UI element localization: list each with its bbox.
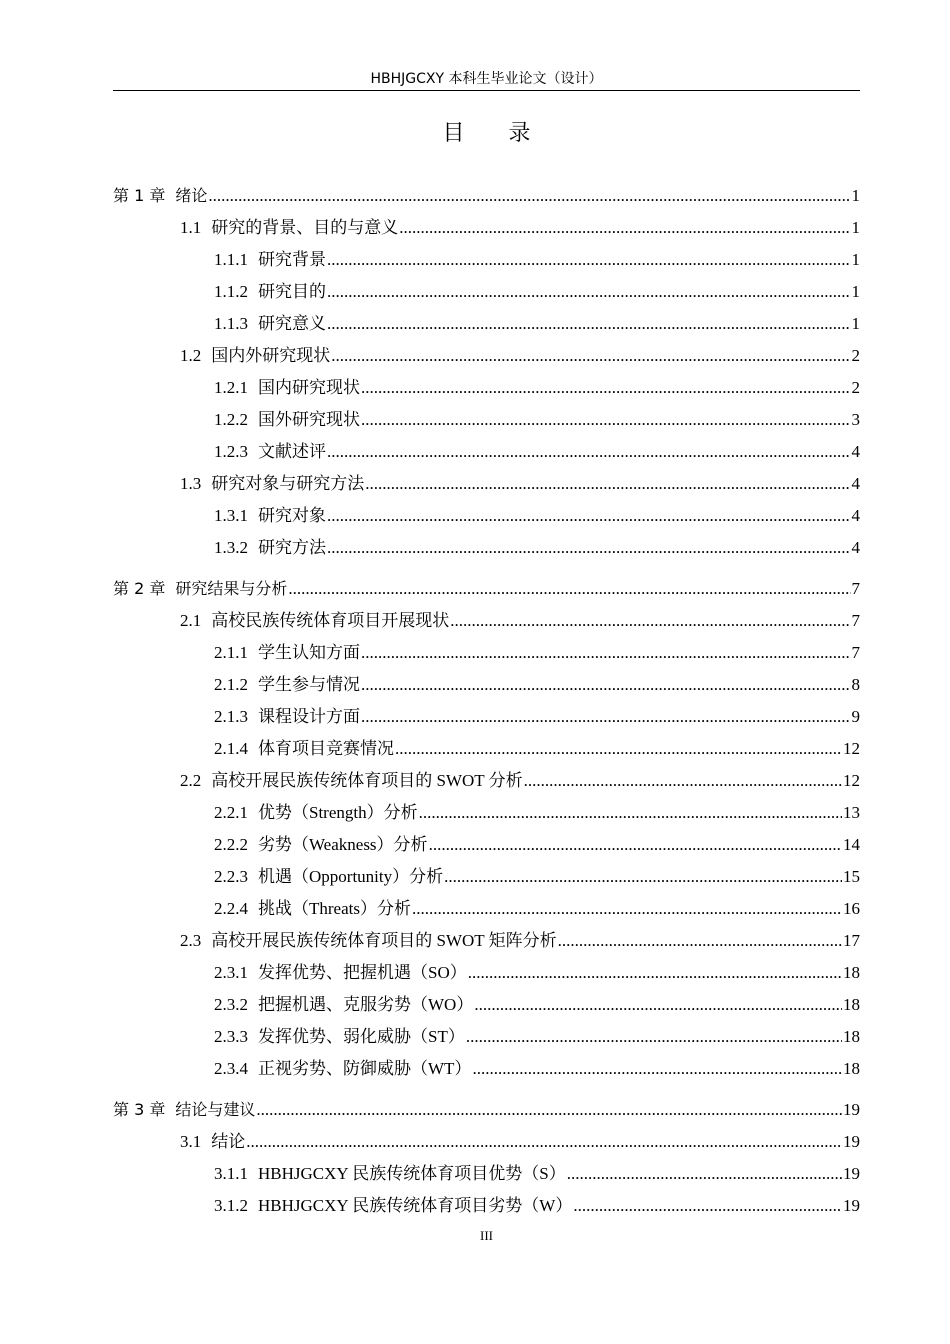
toc-entry-level-3[interactable] bbox=[113, 436, 860, 468]
toc-entry-title: 国外研究现状 bbox=[258, 410, 360, 429]
toc-entry-page: 15 bbox=[843, 867, 860, 886]
toc-entry-title: 高校开展民族传统体育项目的 SWOT 分析 bbox=[211, 771, 523, 790]
toc-entry-level-3[interactable] bbox=[113, 733, 860, 765]
toc-entry-page: 4 bbox=[851, 442, 860, 461]
toc-entry-title: 体育项目竞赛情况 bbox=[258, 739, 394, 758]
toc-entry-page: 19 bbox=[843, 1100, 860, 1119]
toc-entry-page: 18 bbox=[843, 1027, 860, 1046]
toc-entry-level-3[interactable] bbox=[113, 308, 860, 340]
toc-entry-page: 17 bbox=[843, 931, 860, 950]
toc-entry-level-2[interactable] bbox=[113, 212, 860, 244]
toc-entry-page: 9 bbox=[851, 707, 860, 726]
toc-entry-number: 2.2 bbox=[180, 771, 202, 790]
toc-entry-level-3[interactable] bbox=[113, 372, 860, 404]
dot-leader bbox=[327, 276, 851, 308]
toc-entry-page: 3 bbox=[851, 410, 860, 429]
toc-entry-level-3[interactable] bbox=[113, 1158, 860, 1190]
toc-entry-level-1[interactable] bbox=[113, 573, 860, 605]
toc-entry-number: 1.2 bbox=[180, 346, 202, 365]
toc-entry-level-3[interactable] bbox=[113, 500, 860, 532]
toc-entry-level-3[interactable] bbox=[113, 1021, 860, 1053]
dot-leader bbox=[524, 765, 842, 797]
toc-entry-page: 19 bbox=[843, 1132, 860, 1151]
toc-entry-page: 19 bbox=[843, 1196, 860, 1215]
dot-leader bbox=[573, 1190, 842, 1222]
toc-entry-number: 1.1.3 bbox=[214, 314, 248, 333]
dot-leader bbox=[361, 372, 851, 404]
toc-entry-title: 研究方法 bbox=[258, 538, 326, 557]
toc-entry-title: 研究目的 bbox=[258, 282, 326, 301]
toc-entry-page: 2 bbox=[851, 346, 860, 365]
toc-entry-level-3[interactable] bbox=[113, 861, 860, 893]
toc-entry-page: 4 bbox=[851, 506, 860, 525]
toc-entry-level-3[interactable] bbox=[113, 669, 860, 701]
toc-entry-number: 2.2.2 bbox=[214, 835, 248, 854]
toc-entry-level-2[interactable] bbox=[113, 1126, 860, 1158]
toc-entry-title: 学生参与情况 bbox=[258, 675, 360, 694]
toc-entry-number: 2.3.3 bbox=[214, 1027, 248, 1046]
toc-entry-number: 1.2.2 bbox=[214, 410, 248, 429]
toc-entry-title: 文献述评 bbox=[258, 442, 326, 461]
toc-entry-number: 2.1.2 bbox=[214, 675, 248, 694]
toc-entry-title: 国内研究现状 bbox=[258, 378, 360, 397]
toc-entry-level-3[interactable] bbox=[113, 893, 860, 925]
toc-entry-number: 2.2.3 bbox=[214, 867, 248, 886]
toc-entry-page: 1 bbox=[851, 314, 860, 333]
dot-leader bbox=[412, 893, 842, 925]
toc-entry-level-2[interactable] bbox=[113, 765, 860, 797]
toc-entry-number: 3.1.2 bbox=[214, 1196, 248, 1215]
toc-entry-page: 16 bbox=[843, 899, 860, 918]
toc-entry-level-2[interactable] bbox=[113, 925, 860, 957]
toc-entry-title: 研究对象与研究方法 bbox=[211, 474, 365, 493]
toc-entry-number: 1.3.2 bbox=[214, 538, 248, 557]
toc-entry-number: 2.3.1 bbox=[214, 963, 248, 982]
toc-entry-level-3[interactable] bbox=[113, 532, 860, 564]
toc-entry-number: 2.1 bbox=[180, 611, 202, 630]
toc-entry-page: 4 bbox=[851, 538, 860, 557]
table-of-contents bbox=[113, 180, 860, 1222]
toc-entry-level-3[interactable] bbox=[113, 829, 860, 861]
toc-entry-level-3[interactable] bbox=[113, 276, 860, 308]
page-number: III bbox=[480, 1228, 493, 1243]
toc-entry-title: 国内外研究现状 bbox=[211, 346, 331, 365]
toc-entry-page: 7 bbox=[851, 611, 860, 630]
dot-leader bbox=[361, 701, 851, 733]
toc-entry-page: 18 bbox=[843, 995, 860, 1014]
toc-entry-page: 18 bbox=[843, 963, 860, 982]
toc-entry-number: 2.1.1 bbox=[214, 643, 248, 662]
toc-entry-title: 高校民族传统体育项目开展现状 bbox=[211, 611, 450, 630]
page-title: 目录 bbox=[442, 121, 575, 146]
dot-leader bbox=[327, 244, 851, 276]
toc-entry-page: 7 bbox=[851, 643, 860, 662]
toc-entry-title: 结论与建议 bbox=[175, 1100, 256, 1119]
toc-entry-number: 2.2.4 bbox=[214, 899, 248, 918]
dot-leader bbox=[256, 1094, 842, 1126]
toc-entry-number: 1.3 bbox=[180, 474, 202, 493]
dot-leader bbox=[361, 404, 851, 436]
toc-entry-number: 2.1.4 bbox=[214, 739, 248, 758]
toc-entry-title: 高校开展民族传统体育项目的 SWOT 矩阵分析 bbox=[211, 931, 557, 950]
toc-entry-number: 1.1.1 bbox=[214, 250, 248, 269]
toc-entry-title: 机遇（Opportunity）分析 bbox=[258, 867, 444, 886]
toc-entry-page: 1 bbox=[851, 282, 860, 301]
toc-entry-title: 优势（Strength）分析 bbox=[258, 803, 418, 822]
dot-leader bbox=[361, 637, 851, 669]
running-header: HBHJGCXY 本科生毕业论文（设计） bbox=[370, 71, 603, 87]
toc-entry-level-2[interactable] bbox=[113, 605, 860, 637]
toc-entry-page: 1 bbox=[851, 186, 860, 205]
toc-entry-title: 绪论 bbox=[175, 186, 208, 205]
dot-leader bbox=[468, 957, 842, 989]
toc-entry-title: 把握机遇、克服劣势（WO） bbox=[258, 995, 474, 1014]
toc-entry-page: 19 bbox=[843, 1164, 860, 1183]
toc-entry-page: 8 bbox=[851, 675, 860, 694]
toc-entry-title: HBHJGCXY 民族传统体育项目优势（S） bbox=[258, 1164, 566, 1183]
dot-leader bbox=[327, 500, 851, 532]
dot-leader bbox=[327, 532, 851, 564]
dot-leader bbox=[331, 340, 850, 372]
toc-entry-level-3[interactable] bbox=[113, 1053, 860, 1085]
toc-entry-number: 3.1.1 bbox=[214, 1164, 248, 1183]
toc-entry-title: 结论 bbox=[211, 1132, 246, 1151]
dot-leader bbox=[327, 308, 851, 340]
dot-leader bbox=[208, 180, 850, 212]
toc-entry-level-2[interactable] bbox=[113, 468, 860, 500]
toc-entry-title: 研究结果与分析 bbox=[175, 579, 288, 598]
dot-leader bbox=[395, 733, 842, 765]
dot-leader bbox=[558, 925, 842, 957]
toc-entry-number: 1.1 bbox=[180, 218, 202, 237]
toc-entry-level-3[interactable] bbox=[113, 989, 860, 1021]
toc-entry-page: 1 bbox=[851, 218, 860, 237]
dot-leader bbox=[429, 829, 842, 861]
toc-entry-page: 14 bbox=[843, 835, 860, 854]
toc-entry-level-3[interactable] bbox=[113, 1190, 860, 1222]
toc-entry-title: 课程设计方面 bbox=[258, 707, 360, 726]
toc-entry-number: 第 1 章 bbox=[113, 186, 166, 205]
toc-entry-page: 12 bbox=[843, 739, 860, 758]
toc-entry-page: 2 bbox=[851, 378, 860, 397]
toc-entry-title: 研究背景 bbox=[258, 250, 326, 269]
toc-entry-title: 研究对象 bbox=[258, 506, 326, 525]
toc-entry-title: HBHJGCXY 民族传统体育项目劣势（W） bbox=[258, 1196, 573, 1215]
toc-entry-level-1[interactable] bbox=[113, 180, 860, 212]
toc-entry-level-3[interactable] bbox=[113, 404, 860, 436]
dot-leader bbox=[472, 1053, 842, 1085]
dot-leader bbox=[444, 861, 842, 893]
toc-entry-number: 2.3.4 bbox=[214, 1059, 248, 1078]
toc-entry-page: 1 bbox=[851, 250, 860, 269]
toc-entry-title: 发挥优势、弱化威胁（ST） bbox=[258, 1027, 465, 1046]
toc-entry-title: 研究的背景、目的与意义 bbox=[211, 218, 399, 237]
dot-leader bbox=[399, 212, 850, 244]
toc-entry-number: 3.1 bbox=[180, 1132, 202, 1151]
toc-entry-level-3[interactable] bbox=[113, 957, 860, 989]
toc-entry-title: 劣势（Weakness）分析 bbox=[258, 835, 428, 854]
toc-entry-number: 1.2.1 bbox=[214, 378, 248, 397]
toc-entry-number: 第 3 章 bbox=[113, 1100, 166, 1119]
toc-entry-number: 第 2 章 bbox=[113, 579, 166, 598]
toc-entry-number: 2.1.3 bbox=[214, 707, 248, 726]
toc-entry-title: 正视劣势、防御威胁（WT） bbox=[258, 1059, 472, 1078]
dot-leader bbox=[365, 468, 850, 500]
dot-leader bbox=[567, 1158, 842, 1190]
dot-leader bbox=[450, 605, 850, 637]
toc-entry-page: 7 bbox=[851, 579, 860, 598]
toc-entry-title: 发挥优势、把握机遇（SO） bbox=[258, 963, 467, 982]
toc-entry-page: 13 bbox=[843, 803, 860, 822]
toc-entry-number: 2.2.1 bbox=[214, 803, 248, 822]
dot-leader bbox=[246, 1126, 842, 1158]
toc-entry-level-3[interactable] bbox=[113, 797, 860, 829]
dot-leader bbox=[466, 1021, 842, 1053]
toc-entry-number: 1.1.2 bbox=[214, 282, 248, 301]
header-rule bbox=[113, 90, 860, 91]
toc-entry-level-1[interactable] bbox=[113, 1094, 860, 1126]
toc-entry-number: 1.2.3 bbox=[214, 442, 248, 461]
dot-leader bbox=[361, 669, 851, 701]
toc-entry-level-3[interactable] bbox=[113, 244, 860, 276]
toc-entry-page: 4 bbox=[851, 474, 860, 493]
toc-entry-title: 研究意义 bbox=[258, 314, 326, 333]
dot-leader bbox=[419, 797, 842, 829]
toc-entry-number: 2.3 bbox=[180, 931, 202, 950]
toc-entry-level-2[interactable] bbox=[113, 340, 860, 372]
toc-entry-level-3[interactable] bbox=[113, 637, 860, 669]
toc-entry-page: 18 bbox=[843, 1059, 860, 1078]
dot-leader bbox=[288, 573, 850, 605]
toc-entry-number: 2.3.2 bbox=[214, 995, 248, 1014]
dot-leader bbox=[327, 436, 851, 468]
toc-entry-number: 1.3.1 bbox=[214, 506, 248, 525]
dot-leader bbox=[474, 989, 842, 1021]
toc-entry-page: 12 bbox=[843, 771, 860, 790]
toc-entry-title: 学生认知方面 bbox=[258, 643, 360, 662]
toc-entry-title: 挑战（Threats）分析 bbox=[258, 899, 411, 918]
toc-entry-level-3[interactable] bbox=[113, 701, 860, 733]
